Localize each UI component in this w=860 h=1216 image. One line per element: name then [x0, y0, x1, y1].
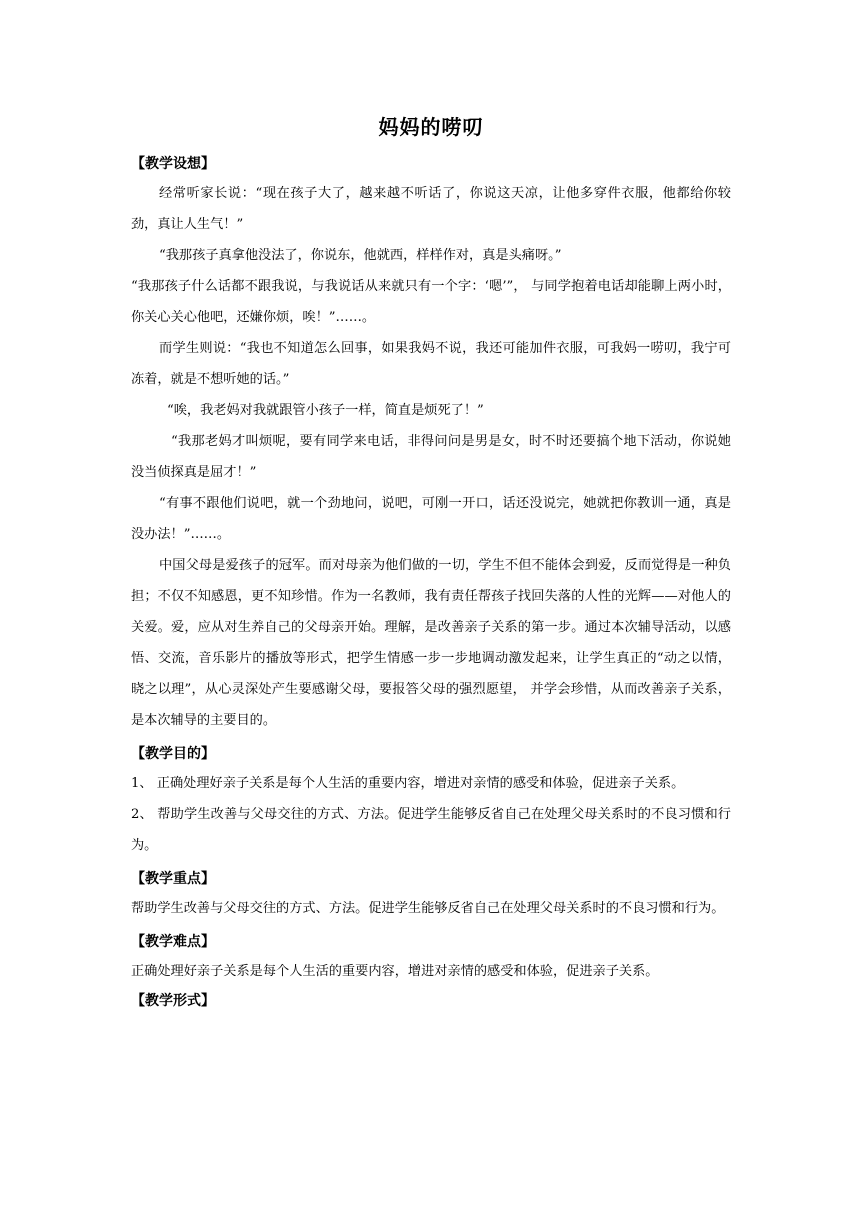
section-teaching-focus	[131, 865, 731, 924]
section-teaching-goals	[131, 740, 731, 861]
section-teaching-concept	[131, 150, 731, 736]
paragraph: “我那孩子真拿他没法了，你说东，他就西，样样作对，真是头痛呀。”	[159, 248, 562, 263]
section-heading: 【教学目的】	[131, 746, 215, 762]
section-heading: 【教学设想】	[131, 156, 215, 172]
paragraph: “我那老妈才叫烦呢，要有同学来电话，非得问问是男是女，时不时还要搞个地下活动，你说她没当侦探真是屈才！”	[131, 434, 731, 480]
section-heading: 【教学难点】	[131, 934, 215, 950]
paragraph: 而学生则说：“我也不知道怎么回事，如果我妈不说，我还可能加件衣服，可我妈一唠叨，我宁可冻着，就是不想听她的话。”	[131, 341, 731, 387]
section-heading: 【教学形式】	[131, 993, 215, 1009]
document-body	[131, 112, 731, 1015]
paragraph: “有事不跟他们说吧，就一个劲地问，说吧，可刚一开口，话还没说完，她就把你教训一通，真是没办法！”……。	[131, 496, 731, 542]
paragraph: 帮助学生改善与父母交往的方式、方法。促进学生能够反省自己在处理父母关系时的不良习惯和行为。	[131, 901, 725, 916]
paragraph: 正确处理好亲子关系是每个人生活的重要内容，增进对亲情的感受和体验，促进亲子关系。	[131, 964, 659, 979]
list-item: 1、 正确处理好亲子关系是每个人生活的重要内容，增进对亲情的感受和体验，促进亲子关系。	[131, 776, 685, 791]
paragraph: “唉，我老妈对我就跟管小孩子一样，简直是烦死了！”	[167, 403, 484, 418]
section-heading: 【教学重点】	[131, 871, 215, 887]
list-item: 2、 帮助学生改善与父母交往的方式、方法。促进学生能够反省自己在处理父母关系时的不良习惯和行为。	[131, 807, 731, 853]
document-title: 妈妈的唠叨	[378, 115, 484, 139]
section-teaching-format	[131, 987, 731, 1015]
section-teaching-difficulty	[131, 928, 731, 987]
paragraph: “我那孩子什么话都不跟我说，与我说话从来就只有一个字：‘嗯’”， 与同学抱着电话却能聊上两小时，你关心关心他吧，还嫌你烦，唉！”……。	[131, 279, 731, 325]
paragraph: 经常听家长说：“现在孩子大了，越来越不听话了，你说这天凉，让他多穿件衣服，他都给你较劲，真让人生气！”	[131, 186, 731, 232]
paragraph: 中国父母是爱孩子的冠军。而对母亲为他们做的一切，学生不但不能体会到爱，反而觉得是一种负担；不仅不知感恩，更不知珍惜。作为一名教师，我有责任帮孩子找回失落的人性的光辉——对他人的关爱。爱，应从对生养自己的父母亲开始。理解，是改善亲子关系的第一步。通过本次辅导活动，以感悟、交流，音乐影片的播放等形式，把学生情感一步一步地调动激发起来，让学生真正的“动之以情，晓之以理”，从心灵深处产生要感谢父母，要报答父母的强烈愿望， 并学会珍惜，从而改善亲子关系，是本次辅导的主要目的。	[131, 558, 731, 728]
